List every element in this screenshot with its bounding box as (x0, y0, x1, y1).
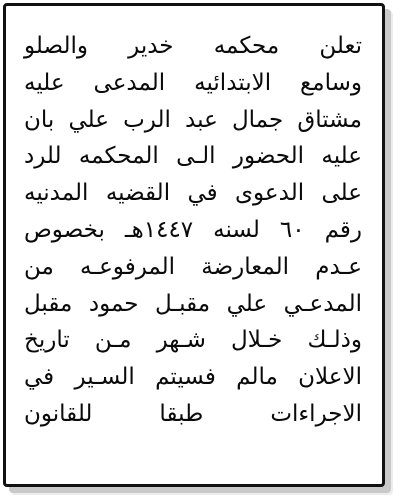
notice-line-3: مشتاق جمال عبد الرب علي بان (24, 106, 362, 133)
notice-line-2: وسامع الابتدائيه المدعى عليه (24, 69, 362, 96)
notice-text (24, 28, 362, 433)
notice-frame (3, 3, 385, 487)
notice-line-9: وذلـك خـلال شـهر مـن تاريخ (24, 327, 362, 354)
notice-line-8: المدعـي علي مقبـل حمود مقبل (24, 290, 362, 317)
notice-line-7: عـدم المعارضة المرفوعـه من (24, 253, 362, 280)
notice-line-5: على الدعوى في القضيه المدنيه (24, 180, 362, 207)
notice-line-11: الاجراءات طبقا للقانون (24, 400, 362, 427)
notice-line-1: تعلن محكمه خدير والصلو (24, 33, 362, 59)
notice-line-4: عليه الحضور الـى المحكمه للرد (24, 143, 362, 170)
notice-line-6: رقم ٦٠ لسنه ١٤٤٧هـ بخصوص (24, 216, 363, 243)
notice-line-10: الاعلان مالم فسيتم السـير في (24, 364, 362, 391)
